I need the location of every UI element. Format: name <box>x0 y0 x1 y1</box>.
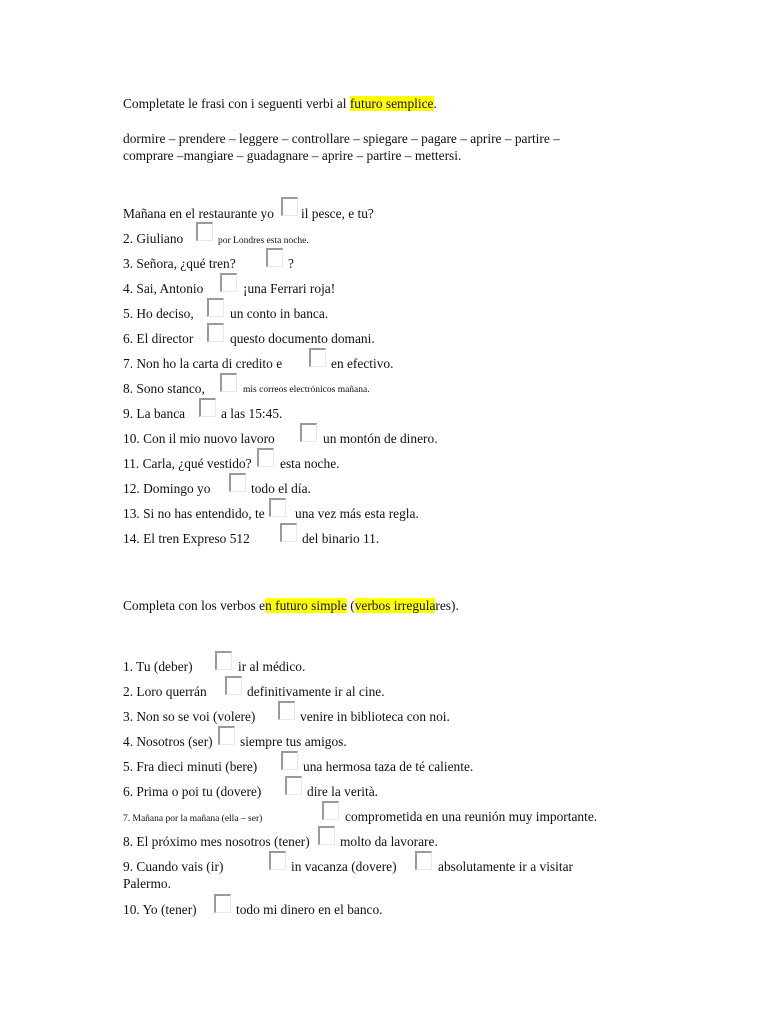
item-prompt: 13. Si no has entendido, te <box>123 506 265 521</box>
exercise-1-item <box>123 331 193 347</box>
exercise-2-item <box>123 902 197 918</box>
answer-field[interactable] <box>225 676 242 695</box>
answer-field[interactable] <box>278 701 295 720</box>
exercise-2-item <box>123 784 261 800</box>
answer-field[interactable] <box>207 298 224 317</box>
exercise-1-item <box>123 481 210 497</box>
exercise-1-item <box>123 206 274 222</box>
item-prompt: 7. Mañana por la mañana (ella – ser) <box>123 814 263 824</box>
answer-field[interactable] <box>218 726 235 745</box>
answer-field[interactable] <box>196 222 213 241</box>
instruction-1-text: Completate le frasi con i seguenti verbi al <box>123 96 350 111</box>
exercise-1-item <box>123 281 203 297</box>
exercise-1-item <box>123 456 252 472</box>
item-continuation: una hermosa taza de té caliente. <box>303 759 474 774</box>
exercise-2-item <box>123 734 213 750</box>
answer-field[interactable] <box>266 248 283 267</box>
item-continuation: una vez más esta regla. <box>295 506 419 521</box>
instruction-2-highlight-2: verbos irregula <box>354 598 436 613</box>
exercise-2-item <box>123 709 255 725</box>
exercise-1-item <box>123 531 250 547</box>
item-continuation: un montón de dinero. <box>323 431 438 446</box>
item-continuation: venire in biblioteca con noi. <box>300 709 450 724</box>
exercise-2-item <box>123 809 262 827</box>
item-prompt: 2. Loro querrán <box>123 684 207 699</box>
instruction-2-text-2: ( <box>346 598 355 613</box>
answer-field[interactable] <box>229 473 246 492</box>
item-prompt: Mañana en el restaurante yo <box>123 206 274 221</box>
answer-field[interactable] <box>300 423 317 442</box>
item-continuation: comprometida en una reunión muy importante. <box>345 809 598 824</box>
exercise-2-item <box>123 659 193 675</box>
item-continuation: ir al médico. <box>238 659 306 674</box>
instruction-2 <box>123 598 459 614</box>
item-continuation: questo documento domani. <box>230 331 375 346</box>
answer-field[interactable] <box>215 651 232 670</box>
item-prompt: 4. Sai, Antonio <box>123 281 204 296</box>
answer-field[interactable] <box>257 448 274 467</box>
item-prompt: 3. Non so se voi (volere) <box>123 709 256 724</box>
item-prompt: 14. El tren Expreso 512 <box>123 531 250 546</box>
exercise-1-item <box>123 406 185 422</box>
item-prompt: 9. La banca <box>123 406 186 421</box>
exercise-1-item <box>123 306 194 322</box>
answer-field[interactable] <box>280 523 297 542</box>
item-continuation: molto da lavorare. <box>340 834 438 849</box>
item-prompt: 9. Cuando vais (ir) <box>123 859 224 874</box>
item-continuation: siempre tus amigos. <box>240 734 347 749</box>
item-prompt: 3. Señora, ¿qué tren? <box>123 256 236 271</box>
exercise-2-item <box>123 684 207 700</box>
answer-field[interactable] <box>214 894 231 913</box>
instruction-2-text: Completa con los verbos e <box>123 598 266 613</box>
item-prompt: 7. Non ho la carta di credito e <box>123 356 283 371</box>
exercise-2-item <box>123 759 257 775</box>
item-continuation: a las 15:45. <box>221 406 283 421</box>
answer-field[interactable] <box>281 751 298 770</box>
item-continuation: un conto in banca. <box>230 306 329 321</box>
item-continuation: del binario 11. <box>302 531 380 546</box>
exercise-1-item <box>123 256 236 272</box>
item-prompt: 12. Domingo yo <box>123 481 211 496</box>
item-continuation: dire la verità. <box>307 784 379 799</box>
item-prompt: 11. Carla, ¿qué vestido? <box>123 456 252 471</box>
item-prompt: 10. Yo (tener) <box>123 902 197 917</box>
item-continuation: esta noche. <box>280 456 340 471</box>
item-continuation: mis correos electrónicos mañana. <box>243 385 370 395</box>
item-continuation: absolutamente ir a visitar <box>438 859 573 874</box>
answer-field[interactable] <box>220 373 237 392</box>
item-continuation: por Londres esta noche. <box>218 236 309 246</box>
item-prompt: 5. Ho deciso, <box>123 306 194 321</box>
item-continuation: Palermo. <box>123 876 171 891</box>
answer-field[interactable] <box>285 776 302 795</box>
item-continuation: todo el día. <box>251 481 311 496</box>
answer-field[interactable] <box>309 348 326 367</box>
exercise-1-item <box>123 431 275 447</box>
instruction-1-highlight: futuro semplice <box>349 96 434 111</box>
instruction-1-end: . <box>433 96 437 111</box>
item-continuation: il pesce, e tu? <box>301 206 374 221</box>
item-prompt: 6. Prima o poi tu (dovere) <box>123 784 262 799</box>
exercise-1-item <box>123 356 282 372</box>
item-prompt: 1. Tu (deber) <box>123 659 193 674</box>
instruction-2-end: res). <box>435 598 459 613</box>
answer-field[interactable] <box>318 826 335 845</box>
exercise-1-item <box>123 381 205 397</box>
item-prompt: 10. Con il mio nuovo lavoro <box>123 431 275 446</box>
exercise-2-item <box>123 859 223 875</box>
item-continuation: ¡una Ferrari roja! <box>243 281 336 296</box>
answer-field[interactable] <box>207 323 224 342</box>
instruction-1 <box>123 96 437 112</box>
item-continuation: en efectivo. <box>331 356 394 371</box>
item-continuation: ? <box>288 256 294 271</box>
item-prompt: 4. Nosotros (ser) <box>123 734 213 749</box>
item-prompt: 6. El director <box>123 331 194 346</box>
exercise-1-item <box>123 506 265 522</box>
item-prompt: 5. Fra dieci minuti (bere) <box>123 759 258 774</box>
answer-field[interactable] <box>322 801 339 820</box>
answer-field[interactable] <box>269 498 286 517</box>
answer-field[interactable] <box>415 851 432 870</box>
instruction-2-highlight-1: n futuro simple <box>265 598 347 613</box>
exercise-2-item <box>123 834 310 850</box>
answer-field[interactable] <box>281 197 298 216</box>
answer-field[interactable] <box>220 273 237 292</box>
item-prompt: 8. El próximo mes nosotros (tener) <box>123 834 310 849</box>
answer-field[interactable] <box>269 851 286 870</box>
item-continuation: definitivamente ir al cine. <box>247 684 385 699</box>
answer-field[interactable] <box>199 398 216 417</box>
verb-list-line-1: dormire – prendere – leggere – controllare – spiegare – pagare – aprire – partire – <box>123 131 560 146</box>
item-prompt: 8. Sono stanco, <box>123 381 205 396</box>
item-continuation: in vacanza (dovere) <box>291 859 397 874</box>
verb-list-line-2: comprare –mangiare – guadagnare – aprire – partire – mettersi. <box>123 148 462 163</box>
item-continuation: todo mi dinero en el banco. <box>236 902 383 917</box>
item-prompt: 2. Giuliano <box>123 231 184 246</box>
exercise-1-item <box>123 231 183 247</box>
